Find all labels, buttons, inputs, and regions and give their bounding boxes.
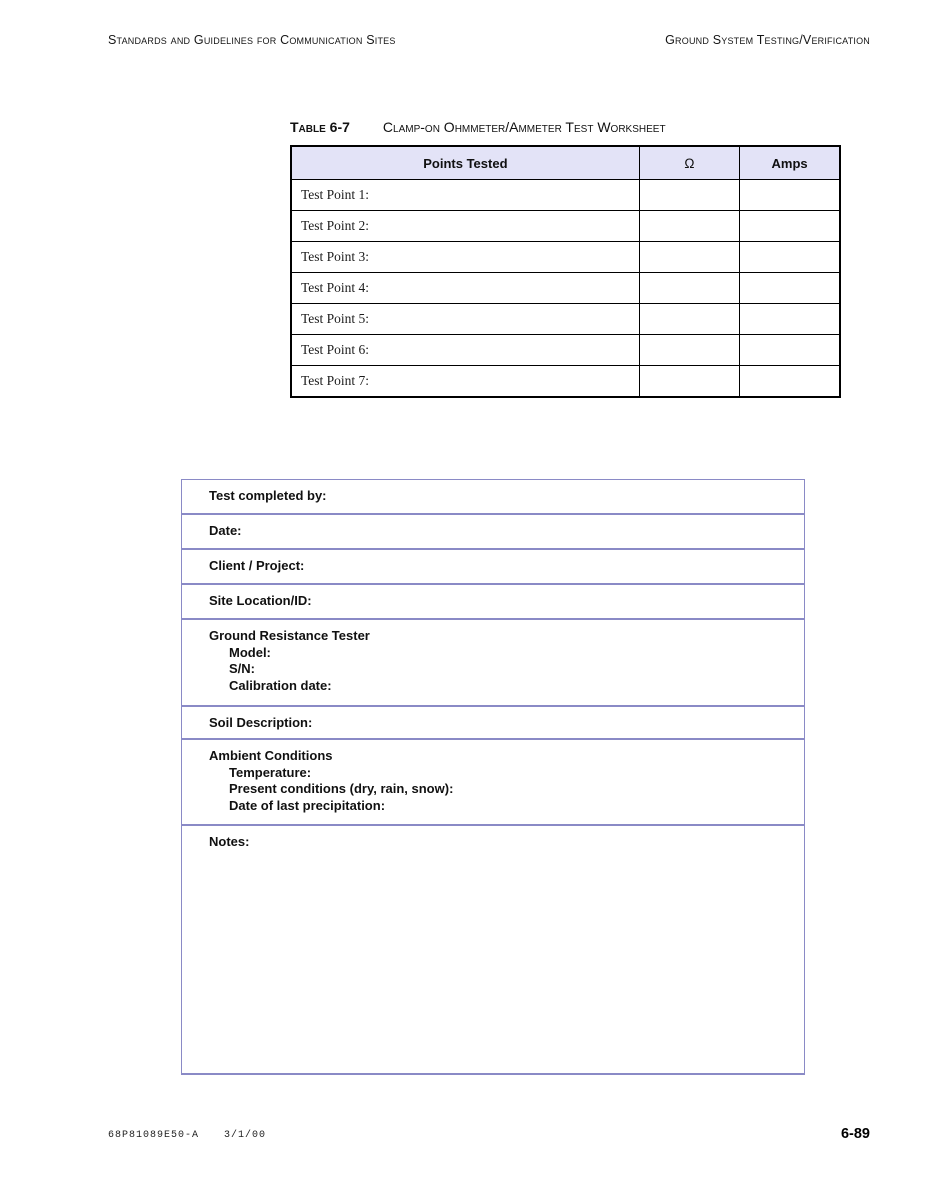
form-label: Date: <box>209 523 242 538</box>
amps-cell <box>740 180 840 211</box>
form-label: Site Location/ID: <box>209 593 312 608</box>
column-header-amps: Amps <box>740 146 840 180</box>
test-point-label: Test Point 7: <box>291 366 639 398</box>
form-label: Client / Project: <box>209 558 305 573</box>
ohms-cell <box>639 335 739 366</box>
table-header-row <box>291 146 840 180</box>
header-right-title: Ground System Testing/Verification <box>665 33 870 47</box>
form-row-ambient-conditions <box>181 739 805 825</box>
table-row <box>291 273 840 304</box>
test-point-label: Test Point 1: <box>291 180 639 211</box>
column-header-ohms: Ω <box>639 146 739 180</box>
test-point-label: Test Point 4: <box>291 273 639 304</box>
form-row-date <box>181 514 805 549</box>
amps-cell <box>740 304 840 335</box>
form-sub-label-temperature: Temperature: <box>229 764 312 780</box>
form-row-soil-description <box>181 706 805 739</box>
table-row <box>291 335 840 366</box>
clamp-on-test-table <box>290 145 841 398</box>
amps-cell <box>740 211 840 242</box>
table-row <box>291 366 840 398</box>
table-row <box>291 180 840 211</box>
ohms-cell <box>639 211 739 242</box>
form-sub-label-present-conditions: Present conditions (dry, rain, snow): <box>229 781 454 796</box>
form-row-ground-resistance-tester <box>181 619 805 706</box>
table-title-text: Clamp-on Ohmmeter/Ammeter Test Worksheet <box>382 119 666 135</box>
form-label: Test completed by: <box>209 488 327 503</box>
form-sub-label-model: Model: <box>229 644 271 660</box>
ohms-cell <box>639 180 739 211</box>
worksheet-table-section <box>290 119 841 398</box>
form-group-label: Ground Resistance Tester <box>209 628 370 643</box>
form-sub-label-calibration-date: Calibration date: <box>229 677 332 693</box>
table-row <box>291 242 840 273</box>
header-left-title: Standards and Guidelines for Communication Sites <box>108 33 396 47</box>
document-number: 68P81089E50-A <box>108 1130 200 1141</box>
form-label: Soil Description: <box>209 715 313 730</box>
test-point-label: Test Point 6: <box>291 335 639 366</box>
form-label: Notes: <box>209 834 250 849</box>
document-date: 3/1/00 <box>224 1130 267 1141</box>
test-info-form <box>181 479 805 1075</box>
test-point-label: Test Point 3: <box>291 242 639 273</box>
table-row <box>291 211 840 242</box>
form-row-client-project <box>181 549 805 584</box>
footer-document-number <box>108 1130 266 1141</box>
amps-cell <box>740 242 840 273</box>
ohms-cell <box>639 366 739 398</box>
form-sub-label-sn: S/N: <box>229 661 255 676</box>
amps-cell <box>740 335 840 366</box>
form-row-test-completed-by <box>181 479 805 514</box>
form-group-label: Ambient Conditions <box>209 748 333 763</box>
column-header-points-tested: Points Tested <box>291 146 639 180</box>
amps-cell <box>740 366 840 398</box>
amps-cell <box>740 273 840 304</box>
test-point-label: Test Point 2: <box>291 211 639 242</box>
form-row-site-location <box>181 584 805 619</box>
table-caption <box>290 119 841 135</box>
form-sub-label-last-precipitation: Date of last precipitation: <box>229 797 386 813</box>
table-number: Table 6-7 <box>290 119 350 135</box>
table-row <box>291 304 840 335</box>
form-row-notes <box>181 825 805 1075</box>
ohms-cell <box>639 273 739 304</box>
test-point-label: Test Point 5: <box>291 304 639 335</box>
ohms-cell <box>639 304 739 335</box>
page-number: 6-89 <box>840 1126 870 1142</box>
ohms-cell <box>639 242 739 273</box>
running-header <box>108 33 870 47</box>
